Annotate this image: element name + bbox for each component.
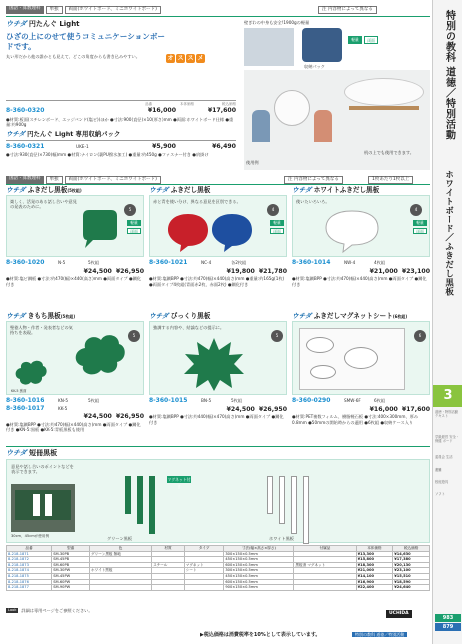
product-title-row [6,20,80,29]
chip-light: 軽量 [413,220,427,226]
product-2 [6,130,236,158]
strip-white [291,476,297,534]
product-title: ふきだしマグネットシート [313,312,393,320]
product-subtitle: (5枚組) [60,314,76,319]
row-color: グリーン黒板 無地 [90,551,152,557]
product-1-price [6,100,236,127]
product-spec: ●材質:塩ビ鋼板 ●寸法:約470(幅)×440(高さ)mm ●両面タイプ ●鋼化付き [6,276,141,287]
product-image-box [6,321,144,395]
caption-c: ホワイト黒板 [269,536,294,541]
row-type: マグネット [184,562,224,568]
price: ¥16,000 [369,405,398,413]
row-code[interactable]: 8-218-1875 [7,573,52,579]
burst-board [182,336,246,392]
row-price-tax: ¥23,100 [393,568,430,574]
product-image-box [292,321,430,395]
product-code[interactable]: 8-360-1015 [149,397,188,404]
brand-logo: ウチダ [149,312,169,320]
strip-white [303,476,309,544]
uchida-logo: UCHIDA [386,610,412,618]
strip-green [149,476,155,534]
sidebar-subcategory: ホワイトボード／ふきだし黒板 [443,170,454,296]
product-desc: 使いたいろいろ。 [296,199,330,204]
footnote-text: 詳細は専用ページをご参照ください。 [21,608,93,613]
classroom-photo [11,484,75,532]
row-price-tax: ¥14,630 [393,551,430,557]
footnote [6,608,93,613]
brand-logo: ウチダ [6,186,26,194]
row-price: ¥18,300 [356,562,393,568]
table-header: 税込価格 [393,546,430,552]
tanzaku-image-box [6,459,430,543]
row-material: スチール [152,562,185,568]
table-header: 本体価格 [356,546,393,552]
product-title: ふきだし黒板 [27,186,68,194]
model: NW-4 [344,260,356,265]
row-price: ¥22,400 [356,585,393,591]
chip-double: 両面 [413,228,427,234]
row-size: 300×150×0.5mm [224,568,294,574]
row-size: 600×150×0.5mm [224,562,294,568]
row-model: SM-90PW [52,585,90,591]
row-code[interactable]: 8-218-1872 [7,557,52,563]
col-header: 本体価格 [180,101,194,106]
row-model: SM-60PB [52,562,90,568]
whiteboard-image [299,328,405,390]
usage-photo [244,70,430,170]
tag-type: 両面(ホワイトボード、ミニホワイトボード) [65,176,161,184]
row-model: SM-30PB [52,551,90,557]
product-desc: 聖徳人物・作者・発表者などの気持ちを表現。 [10,325,73,336]
brand-logo: ウチダ [149,186,169,194]
row-accessory: 黒板消 マグネット [294,562,356,568]
row-accessory [294,585,356,591]
price-tax: ¥23,100 [401,267,430,275]
row-model: SM-30PW [52,568,90,574]
qty: 6枚組 [374,398,386,403]
section-desc: 意見や話し合いのポイントなどを表示できます。 [11,464,74,475]
caption-b: グリーン黒板 [107,536,133,541]
price-tax: ¥21,780 [258,267,287,275]
bubble-sheet [344,347,378,369]
sticker-char: ス [187,55,194,62]
sidebar-category: 特別の教科 道徳／特別活動 [443,10,455,140]
price: ¥5,900 [152,142,176,150]
strip-green [137,476,143,524]
person [252,110,270,142]
product-lead: ひざの上にのせて使うコミュニケーションボードです。 [6,32,166,51]
product-subtitle: (6枚組) [392,314,408,319]
qty: 5枚組 [231,398,243,403]
brand-logo: ウチダ [292,312,312,320]
brand-logo: ウチダ [6,20,27,28]
col-header: 品番 [145,101,152,106]
product-code[interactable]: 8-360-0320 [6,106,45,114]
row-model: SM-45PW [52,573,90,579]
brand-logo: ウチダ [6,449,27,457]
qty: 5枚組 [88,260,100,265]
tanzaku-spec-table [6,545,430,591]
sidebar-page-a: 983 [435,614,461,622]
row-code[interactable]: 8-218-1876 [7,579,52,585]
product-spec: ●材質:塩鋼BPP ●寸法:約470(幅)×440(高さ)mm ●重量:約165g(1枚) ●両面タイプ4枚組(青面赤2枚、赤面2枚) ●鋼化付き [149,276,285,287]
product-card-magnet-sheet [292,312,430,442]
qty: 各2枚組 [231,260,247,265]
image-caption: KK-5 裏面 [11,389,27,393]
price: ¥21,000 [369,267,398,275]
chip-double: 両面 [364,36,378,44]
product-desc: 丸い形だから他の誰かとも見えて、どこの角度からも書き込みやすい。 [6,54,140,59]
strip-green [125,476,131,514]
qty-badge: 4 [410,204,422,216]
footer-section-label: 特別の教科 道徳／特別活動 [352,632,407,637]
photo-caption-4: 机の上でも使用できます。 [364,150,414,155]
footnote-tag: Look [8,608,17,613]
model: SMW-6F [344,398,361,403]
chip-double: 両面 [127,228,141,234]
price-tax: ¥26,950 [115,267,144,275]
col-header: 税込価格 [222,101,236,106]
row-price: ¥15,800 [356,557,393,563]
chip-double: 両面 [270,228,284,234]
chip-magnet: マグネット付き [167,477,191,489]
table-header: タイプ [184,546,224,552]
table-header: 色 [90,546,152,552]
product-card-fukidashi-5 [6,186,144,304]
row-price: ¥21,000 [356,568,393,574]
sidebar-nav-4[interactable]: 避難 [435,468,442,472]
product-card-kimochi [6,312,144,442]
sidebar-nav-6[interactable]: ソフト [435,492,445,496]
price-tax: ¥6,490 [212,142,236,150]
chip-light: 軽量 [348,36,362,44]
product-title: 円たんぐ Light [28,20,80,28]
tag-unit: 単独 [46,6,63,14]
tag-unit: 単独 [46,176,63,184]
sticker-char: オ [167,55,174,62]
table-row [7,585,430,591]
row-code[interactable]: 8-218-1873 [7,562,52,568]
product-spec: ●寸法:930(直径)×730(幅)mm ●材質:ナイロン(裏PU撥水加工) ●重量:約450g ●ファスナー付き ●肩掛け [6,152,209,158]
sidebar-page-b: 879 [435,623,461,631]
brand-logo: ウチダ [6,130,25,138]
product-spec: ●材質:塩鋼BPP ●寸法:約440(幅)×470(高さ)mm ●両面タイプ ●鋼化付き [149,414,284,425]
row-size: 300×150×0.5mm [224,551,294,557]
product-photo-bag [302,28,342,62]
strip-white [279,476,285,524]
row-material [152,585,185,591]
sidebar-page-tab[interactable]: 3 [433,385,462,407]
sidebar-nav-5[interactable]: 校庭遊具 [435,480,449,484]
speech-bubble-green [77,206,121,250]
qty-badge: 5 [124,204,136,216]
section-title-row [6,449,57,458]
qty-badge: 4 [267,204,279,216]
product-spec: ●材質:PET複数フィルム、樹脂軽石板 ●寸法:400×300mm、厚み0.8mm ●50mmの開始時からの適用 ●6枚組 ●収納ケース入り [292,414,419,425]
sticker-char: ス [177,55,184,62]
product-title: 円たんぐ Light 専用収納パック [27,130,121,138]
row-color [90,585,152,591]
product-code[interactable]: 8-360-0290 [292,397,331,404]
chip-light: 軽量 [270,220,284,226]
table-header: 付属品 [294,546,356,552]
model: N-5 [58,260,66,265]
bubble-sheet [306,337,334,353]
product-image-box [149,321,287,395]
price: ¥16,000 [147,106,176,114]
price: ¥24,500 [83,413,112,420]
qty: 4枚組 [374,260,386,265]
row-type: シート [184,568,224,574]
sidebar-nav-3[interactable]: 委員会 生活 [435,455,453,459]
price-tax: ¥17,600 [401,405,430,413]
product-spec: ●材質:塩鋼BPP ●寸法:約470(幅)×440(高さ)mm ●両面タイプ ●鋼化付き ●KN-5:黒板 ●KK-5:青板黒板も使用 [6,421,141,432]
product-title: きもち黒板 [27,312,61,320]
product-title: びっくり黒板 [170,312,211,320]
strip-white [267,476,273,514]
cloud-board-small [13,358,49,388]
price-tax: ¥26,950 [258,405,287,413]
section2-note2: 1枚あたり1枚以上 [368,176,413,184]
row-price: ¥14,100 [356,573,393,579]
bubble-sheet [310,365,336,379]
price: ¥24,500 [226,405,255,413]
row-price-tax: ¥17,380 [393,557,430,563]
product-code[interactable]: 8-360-1021 [149,259,188,266]
section1-note: 注 内容物によって異なる [318,6,377,14]
product-image-box [6,195,144,257]
table-header: 材質 [152,546,185,552]
row-price-tax: ¥18,590 [393,579,430,585]
section-3 [6,446,430,616]
model: BN-5 [201,398,212,403]
product-spec: ●材質:塩鋼BPP ●寸法:約470(幅)×440(高さ)mm ●両面タイプ ●鋼化付き [292,276,427,287]
row-price: ¥16,900 [356,579,393,585]
row-type [184,585,224,591]
table-header: 寸法(幅×高さ×厚さ) [224,546,294,552]
divider [6,16,430,17]
row-size: 900×150×0.5mm [224,585,294,591]
product-desc: 強調する内容や、結論などの提示に。 [153,325,225,330]
cloud-board [71,330,127,382]
tag-subject: 国語・算数理科 [6,176,44,184]
section2-note: 注 内容物によって異なる [284,176,343,184]
person [314,110,332,142]
row-code[interactable]: 8-218-1877 [7,585,52,591]
section-title: 短冊黒板 [29,449,58,457]
product-photo-1 [244,28,294,66]
row-size: 600×150×0.5mm [224,579,294,585]
model: NC-4 [201,260,212,265]
product-desc: 楽しく、活発のある話し合いや意見の発表のために。 [10,199,77,210]
product-card-bikkuri [149,312,287,442]
product-title: ホワイトふきだし黒板 [313,186,380,194]
model: KK-5 [58,405,68,411]
row-model: SM-60PW [52,579,90,585]
brand-logo: ウチダ [292,186,312,194]
round-board [344,78,424,106]
tax-notice: ▶税込価格は消費税率を10%として表示しています。 [200,632,321,638]
row-size: 450×150×0.5mm [224,573,294,579]
row-code[interactable]: 8-218-1871 [7,551,52,557]
model: KN-5 [58,398,69,403]
product-image-box [292,195,430,257]
sidebar-nav-1[interactable]: 道徳・特別活動 テキスト [435,410,459,419]
chip-light: 軽量 [127,220,141,226]
sidebar-nav-2[interactable]: 学級経営 安全・保健 ボード [435,435,460,444]
osusume-stickers [166,54,205,63]
row-color: ホワイト黒板 [90,568,152,574]
caption-a: 30cm、45cmが使用例 [11,534,50,538]
photo-caption-1: 壁ぎわの中身も安全!1900gの軽量 [244,20,310,25]
photo-caption-2: 収納パック [304,64,325,69]
price: ¥19,800 [226,267,255,275]
product-desc: 赤と青を使い分け、異なる意見を区別できる。 [153,199,241,204]
qty: 5枚組 [88,398,100,403]
row-model: SM-45PB [52,557,90,563]
price-tax: ¥26,950 [115,413,144,420]
product-image-box [149,195,287,257]
product-subtitle: (5枚組) [67,188,82,193]
product-spec: ●材質:板面(スチレンボード、エッジバンド(塩ビ))ほか ●寸法:900(直径)×10(厚さ)mm ●両面:ホワイトボード仕様 ●重量:約900g [6,116,234,127]
tag-subject: 国語・算数理科 [6,6,44,14]
product-code[interactable]: 8-360-1020 [6,259,45,266]
sidebar [432,0,462,644]
table-header: 型番 [52,546,90,552]
qty-badge: 5 [128,330,140,342]
product-card-white-fukidashi [292,186,430,304]
product-code[interactable]: 8-360-1014 [292,259,331,266]
qty-badge: 5 [271,330,283,342]
photo-caption-3: 使用例 [246,160,259,165]
row-size: 450×150×0.5mm [224,557,294,563]
row-code[interactable]: 8-218-1874 [7,568,52,574]
product-title: ふきだし黒板 [170,186,211,194]
product-code[interactable]: 8-360-1017 [6,404,45,412]
speech-bubble-blue [210,210,254,254]
qty-badge: 6 [414,330,426,342]
product-code[interactable]: 8-360-0321 [6,142,45,150]
row-price-tax: ¥15,510 [393,573,430,579]
product-code[interactable]: 8-360-1016 [6,397,45,404]
product-card-fukidashi-color [149,186,287,304]
row-price-tax: ¥24,640 [393,585,430,591]
speech-bubble-red [166,210,210,254]
table-header: 品番 [7,546,52,552]
model: UKE-1 [76,143,89,149]
row-price-tax: ¥20,130 [393,562,430,568]
price-tax: ¥17,600 [207,106,236,114]
desk [349,106,419,110]
price: ¥24,500 [83,267,112,275]
speech-bubble-white [323,208,381,254]
row-price: ¥13,300 [356,551,393,557]
round-board-small [274,90,310,126]
brand-logo: ウチダ [6,312,26,320]
tag-type: 両面(ホワイトボード、ミニホワイトボード) [65,6,161,14]
sticker-char: メ [197,55,204,62]
